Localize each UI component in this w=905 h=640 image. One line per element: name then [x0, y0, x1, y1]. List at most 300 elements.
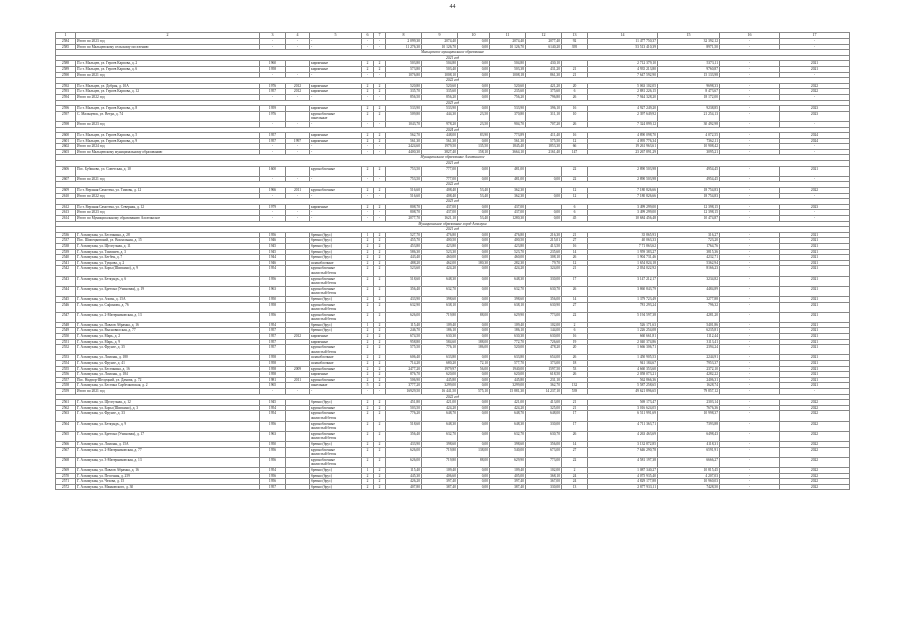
table-cell: 325,00 [526, 405, 562, 411]
table-cell: 0,00 [458, 467, 490, 473]
table-cell [286, 302, 310, 312]
table-cell: 0,00 [458, 138, 490, 144]
table-cell: Итого по 2024 год [76, 144, 260, 150]
table-cell: 629,90 [490, 312, 526, 322]
table-cell: 6 [562, 328, 588, 334]
table-cell: 2 [374, 238, 386, 244]
table-cell: 0,00 [458, 166, 490, 176]
table-cell: - [720, 260, 780, 266]
table-cell: 21 [562, 266, 588, 276]
table-cell: - [374, 389, 386, 395]
table-cell: П.г.т. Мальцев, ул. Героев Карпова, д. 5 [76, 133, 260, 139]
table-cell: крупноблочные [310, 188, 362, 194]
table-cell: 630,90 [526, 302, 562, 312]
table-cell: 5 194 597,38 [588, 312, 658, 322]
table-cell: 356,00 [526, 296, 562, 302]
table-cell: П.г.т. Мальцев, ул. Героев Карпова, д. 6 [76, 66, 260, 72]
table-cell: 506,90 [386, 377, 422, 383]
table-cell: крупноблочные [310, 166, 362, 176]
table-cell: 2541 [56, 260, 76, 266]
table-cell: 2 [362, 204, 374, 210]
table-cell: 481,00 [490, 176, 526, 182]
table-cell: 445,80 [490, 377, 526, 383]
table-cell: 941 184,67 [588, 361, 658, 367]
table-cell: 132 [562, 383, 588, 389]
table-cell: 66 [562, 144, 588, 150]
table-cell [286, 457, 310, 467]
table-cell: 0,00 [458, 83, 490, 89]
table-cell: 2 [562, 322, 588, 328]
table-cell: 2021 [780, 66, 850, 72]
table-cell: 1628,74 [658, 383, 720, 389]
table-cell: - [374, 121, 386, 127]
table-cell: 620,00 [422, 372, 458, 378]
table-cell [286, 484, 310, 490]
table-cell: 235,60 [490, 89, 526, 95]
section-title: 2022 год [56, 182, 850, 188]
table-cell: 1958 [260, 355, 286, 361]
table-cell: 958,80 [386, 339, 422, 345]
table-cell: 445,80 [422, 377, 458, 383]
table-cell: 448,00 [422, 133, 458, 139]
table-cell: крупноблочные жилистый бетон [310, 302, 362, 312]
table-cell: 1946 [260, 238, 286, 244]
table-cell: 2021 [780, 296, 850, 302]
table-cell: 53,40 [458, 188, 490, 194]
table-cell: 2 [374, 345, 386, 355]
table-cell: 30 492,98 [658, 121, 720, 127]
table-cell: бревно (брус) [310, 467, 362, 473]
table-cell: 0,00 [458, 61, 490, 67]
table-cell: 16 [562, 106, 588, 112]
table-cell: - [720, 243, 780, 249]
table-cell: 26 [562, 431, 588, 441]
table-cell: 2021 [780, 355, 850, 361]
section-title: Муниципальное образование Алгатинское [56, 155, 850, 161]
table-cell: 1954 [260, 411, 286, 421]
table-cell: 246,70 [386, 328, 422, 334]
table-cell: 8971,50 [658, 44, 720, 50]
table-cell: 4484,89 [658, 286, 720, 296]
table-cell: 520,80 [386, 83, 422, 89]
table-cell: 10 126,70 [490, 44, 526, 50]
table-cell: 0,00 [458, 238, 490, 244]
table-cell: 2024 [780, 138, 850, 144]
table-cell: 654,00 [526, 355, 562, 361]
table-cell: - [374, 210, 386, 216]
table-cell: 2 [374, 447, 386, 457]
table-cell: 22 [562, 457, 588, 467]
table-cell: - [780, 121, 850, 127]
table-cell: 776,20 [386, 411, 422, 421]
table-cell: 186,10 [422, 328, 458, 334]
table-cell: - [720, 355, 780, 361]
table-cell: крупноблочные [310, 366, 362, 372]
table-cell: 2 [362, 484, 374, 490]
table-cell: П.г.т. Мальцев, ул. Добрая, д. 10А [76, 83, 260, 89]
table-cell: Г. Алзамукин, ул. 3-Матерниковская, д. 13 [76, 457, 260, 467]
table-cell: 2 099,30 [386, 39, 422, 45]
table-cell: 2 [374, 166, 386, 176]
table-cell: 5 587 258,65 [588, 383, 658, 389]
table-cell: - [780, 144, 850, 150]
table-cell: - [310, 389, 362, 395]
section-title: 2021 год [56, 55, 850, 61]
table-cell: 397,40 [490, 479, 526, 485]
table-cell: 1 904 731,46 [588, 255, 658, 261]
table-cell: 21 [562, 66, 588, 72]
table-cell: - [310, 39, 362, 45]
column-number-3: 3 [260, 33, 286, 39]
table-cell: 6235,81 [658, 328, 720, 334]
table-cell: - [260, 149, 286, 155]
table-cell: 638,10 [422, 302, 458, 312]
table-cell: - [286, 216, 310, 222]
table-cell: 3 147 212,17 [588, 276, 658, 286]
table-cell: 3095,21 [658, 149, 720, 155]
table-cell: 26 [562, 94, 588, 100]
table-cell: 777,00 [422, 176, 458, 182]
table-cell: 398,60 [422, 441, 458, 447]
table-cell: 0,00 [458, 94, 490, 100]
table-row [56, 286, 850, 296]
table-cell: 2303,14 [658, 400, 720, 406]
table-cell [286, 312, 310, 322]
table-cell: 2 [362, 421, 374, 431]
table-cell: 2549 [56, 328, 76, 334]
table-cell: 1945 [260, 249, 286, 255]
table-cell: 433,90 [386, 296, 422, 302]
table-row [56, 166, 850, 176]
table-cell: 1954 [260, 467, 286, 473]
table-cell: - [720, 133, 780, 139]
table-cell: 2021 [780, 339, 850, 345]
table-cell: 856,20 [422, 94, 458, 100]
table-row [56, 484, 850, 490]
table-cell: 7 324 899,12 [588, 121, 658, 127]
table-row [56, 111, 850, 121]
table-cell: 660 661,81 [588, 334, 658, 340]
table-cell: 2 [362, 249, 374, 255]
table-cell: 533,90 [422, 106, 458, 112]
table-row [56, 276, 850, 286]
table-cell: 188,00 [458, 339, 490, 345]
table-cell: 2 058 073,21 [588, 372, 658, 378]
table-cell: 638,10 [490, 302, 526, 312]
table-cell: 2564 [56, 421, 76, 431]
table-cell: 1979,50 [422, 144, 458, 150]
table-cell: 2 [362, 138, 374, 144]
table-cell: 453,80 [386, 243, 422, 249]
table-cell: 10 474,87 [658, 216, 720, 222]
table-cell: бревно (брус) [310, 479, 362, 485]
table-cell: 109,40 [490, 467, 526, 473]
table-cell: 373,00 [526, 361, 562, 367]
table-cell: 115,40 [386, 467, 422, 473]
table-cell: - [260, 144, 286, 150]
table-cell: 773,00 [526, 457, 562, 467]
table-cell: 0,00 [526, 176, 562, 182]
table-cell: - [720, 312, 780, 322]
table-cell: 773,89 [490, 133, 526, 139]
table-cell: 2 [362, 328, 374, 334]
table-cell: П.г.т. Мальцев, ул. Героев Карпова, д. 2 [76, 61, 260, 67]
table-cell: 2 397 649,92 [588, 111, 658, 121]
table-cell: 520,60 [490, 83, 526, 89]
table-cell: 102,00 [526, 467, 562, 473]
table-cell: 2571 [56, 479, 76, 485]
table-cell: кирпичные [310, 106, 362, 112]
table-cell: Г. Алзамукин, ул. Боры (Шипкино), д. 9 [76, 266, 260, 276]
table-cell: 2 [362, 405, 374, 411]
table-cell [286, 345, 310, 355]
table-cell: 12 [562, 260, 588, 266]
table-cell: 2553 [56, 355, 76, 361]
table-cell: - [260, 176, 286, 182]
table-cell: 10 960,03 [658, 479, 720, 485]
table-cell: 523,70 [490, 249, 526, 255]
table-cell: 12 [562, 193, 588, 199]
table-cell: 362,70 [526, 383, 562, 389]
table-cell: 17 [562, 276, 588, 286]
table-cell: 503,40 [422, 66, 458, 72]
table-cell: 2477,20 [386, 366, 422, 372]
table-cell: 424,20 [490, 266, 526, 276]
table-cell: - [720, 302, 780, 312]
table-row [56, 312, 850, 322]
column-number-16: 16 [720, 33, 780, 39]
table-cell: - [720, 431, 780, 441]
table-cell: - [720, 405, 780, 411]
table-cell: 1954 [260, 322, 286, 328]
table-cell: 423,80 [490, 243, 526, 249]
column-number-2: 2 [76, 33, 260, 39]
table-cell: 503,80 [386, 61, 422, 67]
table-row [56, 457, 850, 467]
table-cell: кирпичные [310, 61, 362, 67]
table-cell: - [720, 389, 780, 395]
table-cell: 2537 [56, 238, 76, 244]
table-cell: 856,50 [386, 94, 422, 100]
table-cell: 723,20 [658, 238, 720, 244]
table-cell: 83,90 [458, 133, 490, 139]
table-cell: 1957 [260, 339, 286, 345]
table-cell: 1 [362, 322, 374, 328]
table-cell: 2 [362, 372, 374, 378]
table-cell: 2 [362, 400, 374, 406]
table-cell: - [362, 44, 374, 50]
table-cell: 2074,40 [490, 39, 526, 45]
table-cell: - [310, 94, 362, 100]
table-cell: 4 075 935,40 [588, 473, 658, 479]
table-cell: 27 [562, 447, 588, 457]
table-cell: 1 379 723,49 [588, 296, 658, 302]
table-cell: 2 [374, 61, 386, 67]
table-cell: 2 [374, 322, 386, 328]
table-cell: 2 881 226,15 [588, 89, 658, 95]
table-cell: панельные [310, 383, 362, 389]
table-cell: 2023 [780, 111, 850, 121]
table-cell: 19 [562, 339, 588, 345]
table-cell: 2022 [780, 400, 850, 406]
table-cell: 2548 [56, 322, 76, 328]
table-cell: - [780, 389, 850, 395]
table-cell: 2022 [780, 473, 850, 479]
table-cell: - [720, 334, 780, 340]
table-cell: 1 087 340,27 [588, 467, 658, 473]
table-cell: 1979,97 [422, 366, 458, 372]
table-cell: 368,10 [526, 473, 562, 479]
table-cell: 1 654 824,18 [588, 260, 658, 266]
table-cell: 2 [374, 484, 386, 490]
table-cell: 32 392,12 [658, 39, 720, 45]
table-cell: 2021 [780, 328, 850, 334]
table-cell: 1963 [260, 286, 286, 296]
table-cell: - [286, 44, 310, 50]
table-cell: 9760,87 [658, 66, 720, 72]
table-cell: 2022 [780, 431, 850, 441]
table-cell: 2554 [56, 361, 76, 367]
table-cell: 2 [374, 405, 386, 411]
table-cell: 504,80 [490, 61, 526, 67]
table-cell: 2 [362, 366, 374, 372]
table-cell: 2 [374, 355, 386, 361]
table-cell: - [720, 400, 780, 406]
table-cell: 2406,31 [658, 377, 720, 383]
table-cell: 335,70 [386, 89, 422, 95]
wall-material-extra: жилистый бетон [311, 415, 337, 420]
table-cell: 413,50 [526, 243, 562, 249]
table-cell: 2012 [286, 83, 310, 89]
table-cell: 135,50 [458, 144, 490, 150]
table-cell: 2561 [56, 400, 76, 406]
table-cell: Итого по 2021 год [76, 389, 260, 395]
table-cell: 3 016 624,05 [588, 405, 658, 411]
table-cell: 2 [362, 447, 374, 457]
table-cell: Г. Алзамукин, ул. Беткундъ, д. 9 [76, 421, 260, 431]
table-cell: 577,70 [490, 361, 526, 367]
table-cell: - [720, 345, 780, 355]
table-cell: 8 473,67 [658, 89, 720, 95]
table-cell: 2 [362, 106, 374, 112]
wall-material-extra: жилистый бетон [311, 462, 337, 467]
table-cell: 1845,40 [490, 144, 526, 150]
table-cell: Г. Алзамукин, ул. Фрунзе, д. 33 [76, 411, 260, 421]
table-cell: - [374, 144, 386, 150]
table-cell: 2022 [780, 484, 850, 490]
table-cell: 12 398,15 [658, 204, 720, 210]
table-cell: 2550 [56, 334, 76, 340]
table-cell: 24 [562, 473, 588, 479]
table-cell: - [720, 144, 780, 150]
table-cell: 2 [374, 232, 386, 238]
table-cell: - [362, 216, 374, 222]
table-cell: кирпичные [310, 138, 362, 144]
table-cell: 3827,40 [422, 149, 458, 155]
table-cell: кирпичные [310, 66, 362, 72]
table-cell: 444,30 [422, 111, 458, 121]
table-cell: бревно (брус) [310, 484, 362, 490]
table-cell: 1966 [260, 188, 286, 194]
table-cell: 1956 [260, 421, 286, 431]
table-cell: - [286, 72, 310, 78]
table-cell: 53 513 410,39 [588, 44, 658, 50]
table-cell: 680,20 [422, 361, 458, 367]
table-cell: 2 [362, 276, 374, 286]
table-cell: 0,00 [458, 276, 490, 286]
table-cell: 1960 [260, 61, 286, 67]
table-cell: 630,30 [490, 334, 526, 340]
table-cell: 1981 [260, 377, 286, 383]
table-cell: Г. Алзамукин, ул. Ломоны, д. 15А [76, 441, 260, 447]
table-cell: крупноблочные [310, 405, 362, 411]
table-cell: 0,00 [458, 66, 490, 72]
table-cell: - [720, 361, 780, 367]
table-cell: - [780, 94, 850, 100]
table-cell: 4118,31 [658, 441, 720, 447]
table-cell: 620,00 [490, 372, 526, 378]
table-cell: 2572 [56, 484, 76, 490]
table-cell: 16 441,50 [422, 389, 458, 395]
table-cell: 539 [562, 389, 588, 395]
table-cell: 2600 [56, 133, 76, 139]
table-cell: 231,10 [526, 377, 562, 383]
table-cell: 22 [562, 166, 588, 176]
table-cell: 16 [562, 334, 588, 340]
table-cell: 405,00 [490, 473, 526, 479]
table-cell: 16 [562, 243, 588, 249]
table-cell: 777,00 [422, 166, 458, 176]
table-cell: 138,00 [458, 447, 490, 457]
table-cell: 573,80 [386, 66, 422, 72]
table-cell: - [720, 39, 780, 45]
table-cell: Итого по Мальцевскому сельскому поселению [76, 44, 260, 50]
table-cell: - [362, 94, 374, 100]
table-cell: 2021 [780, 61, 850, 67]
table-cell: 2 712 379,10 [588, 61, 658, 67]
table-cell: Г. Алзамукин, ул. Боры (Шипкино), д. 3 [76, 405, 260, 411]
table-cell: 2021 [780, 276, 850, 286]
table-cell: Г. Алзамукин, ул. Ломоны, д. 184 [76, 372, 260, 378]
column-number-6: 6 [362, 33, 374, 39]
table-cell: - [374, 216, 386, 222]
table-cell: 2022 [780, 188, 850, 194]
table-cell: 3777,20 [386, 383, 422, 389]
table-cell: - [286, 389, 310, 395]
table-cell: 7676,36 [658, 405, 720, 411]
table-cell: - [720, 44, 780, 50]
table-cell: 4 095 776,34 [588, 138, 658, 144]
table-cell: крупноблочные жилистый бетон [310, 457, 362, 467]
table-cell: шлакоблочные [310, 260, 362, 266]
table-cell: 2012 [286, 89, 310, 95]
table-cell: - [286, 149, 310, 155]
table-cell: - [362, 389, 374, 395]
table-cell: 630,70 [526, 286, 562, 296]
table-cell: 398,60 [490, 441, 526, 447]
table-cell: Г. Алзамукин, ул. Марь, д. 9 [76, 339, 260, 345]
section-title: 2021 год [56, 227, 850, 233]
table-cell: 426,20 [386, 479, 422, 485]
table-cell: 10 908,42 [658, 144, 720, 150]
table-cell: 109,40 [422, 322, 458, 328]
table-cell: Г. Алзамукин, ул. Бестинина, д. 16 [76, 366, 260, 372]
table-cell: 2 [362, 243, 374, 249]
table-cell: 2610 [56, 193, 76, 199]
table-cell: 2614 [56, 216, 76, 222]
table-cell: 2021 [780, 334, 850, 340]
column-number-13: 13 [562, 33, 588, 39]
